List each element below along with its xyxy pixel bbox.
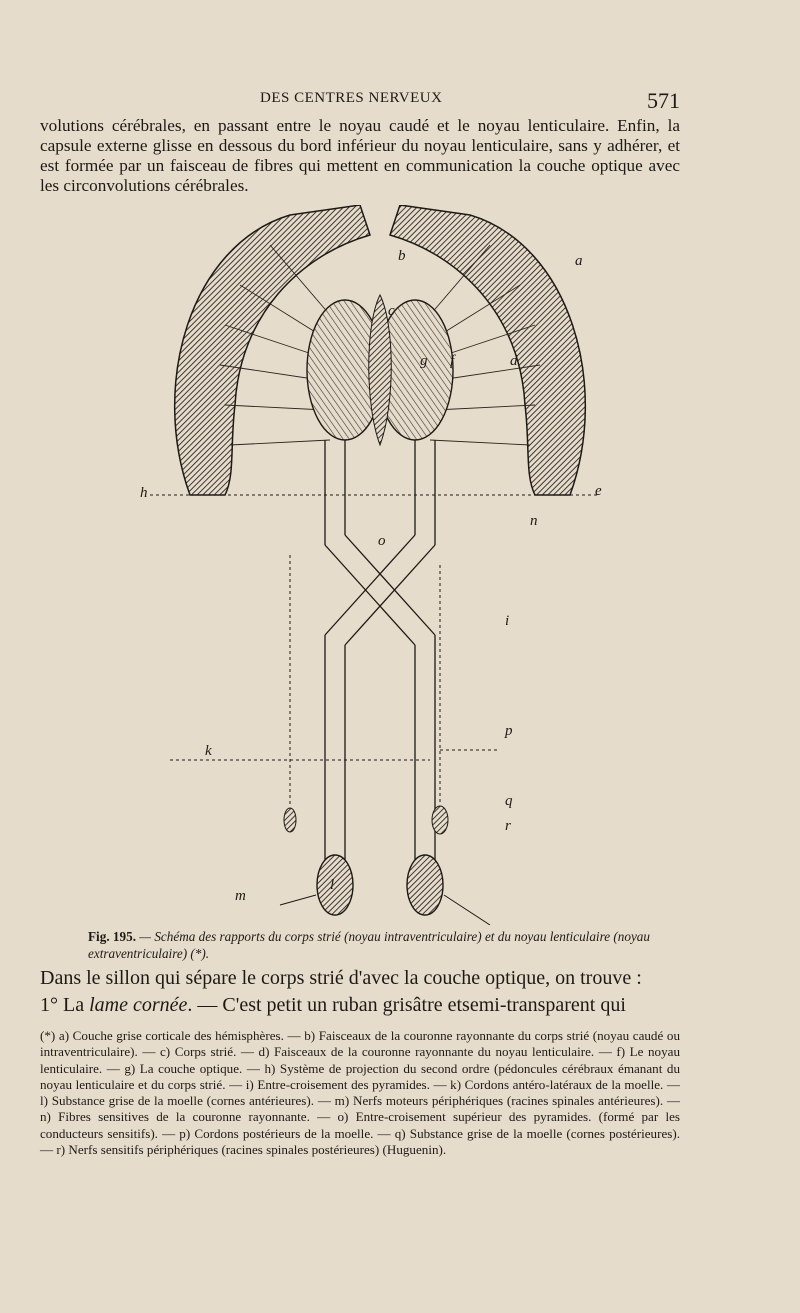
label-g: g: [420, 353, 428, 369]
anterior-horn-right: [407, 855, 443, 915]
figure-caption: [88, 928, 698, 962]
label-q: q: [505, 793, 513, 809]
label-n: n: [530, 513, 538, 529]
schema-figure: [130, 205, 630, 925]
label-r: r: [505, 818, 511, 834]
label-l: l: [330, 877, 335, 893]
figure-number: Fig. 195.: [88, 929, 136, 944]
main-paragraph: [40, 965, 680, 1019]
label-b: b: [398, 248, 406, 264]
label-h: h: [140, 485, 148, 501]
label-d: d: [510, 353, 518, 369]
footnote: (*) a) Couche grise corticale des hémisphères. — b) Faisceaux de la couronne rayonnante du corps strié (noyau caudé ou intraventriculaire). — c) Corps strié. — d) Faisceaux de la couronne rayonnante du noyau lenticulaire. — f) Le noyau lenticulaire. — g) La couche optique. — h) Système de projection du second ordre (pédoncules cérébraux émanant du noyau lenticulaire et du corps strié. — i) Entre-croisement des pyramides. — k) Cordons antéro-latéraux de la moelle. — l) Substance grise de la moelle (cornes antérieures). — m) Nerfs moteurs périphériques (racines spinales antérieures). — n) Fibres sensitives de la couronne rayonnante. — o) Entre-croisement supérieur des pyramides. (formé par les conducteurs sensitifs). — p) Cordons postérieurs de la moelle. — q) Substance grise de la moelle (cornes postérieures). — r) Nerfs sensitifs périphériques (racines spinales postérieures) (Huguenin).: [40, 1028, 680, 1158]
main-line-1: Dans le sillon qui sépare le corps strié d'avec la couche optique, on trouve :: [40, 967, 642, 989]
intro-paragraph: volutions cérébrales, en passant entre le noyau caudé et le noyau lenticulaire. Enfin, la capsule externe glisse en dessous du bord inférieur du noyau lenticulaire, sans y adhérer, et est formée par un faisceau de fibres qui mettent en communication la couche optique avec les circonvolutions cérébrales.: [40, 116, 680, 195]
line2-prefix: 1° La: [40, 994, 90, 1016]
label-m: m: [235, 888, 246, 904]
line2-rest: . — C'est petit un ruban grisâtre etsemi-transparent qui: [187, 994, 626, 1016]
running-head: [40, 88, 680, 118]
page-number: 571: [647, 88, 680, 113]
label-p: p: [505, 723, 513, 739]
label-i: i: [505, 613, 510, 629]
label-e: e: [595, 483, 602, 499]
caption-text: Schéma des rapports du corps strié (noyau intraventriculaire) et du noyau lenticulaire (noyau extraventriculaire) (*).: [88, 929, 650, 961]
line2-term: lame cornée: [89, 994, 188, 1016]
label-a: a: [575, 253, 583, 269]
label-f: f: [450, 353, 455, 369]
label-c: c: [388, 303, 395, 319]
anterior-horn-left: [317, 855, 353, 915]
running-title: DES CENTRES NERVEUX: [260, 90, 443, 106]
label-k: k: [205, 743, 212, 759]
main-line-2: [40, 992, 680, 1019]
label-o: o: [378, 533, 386, 549]
caption-dash: —: [136, 929, 155, 944]
